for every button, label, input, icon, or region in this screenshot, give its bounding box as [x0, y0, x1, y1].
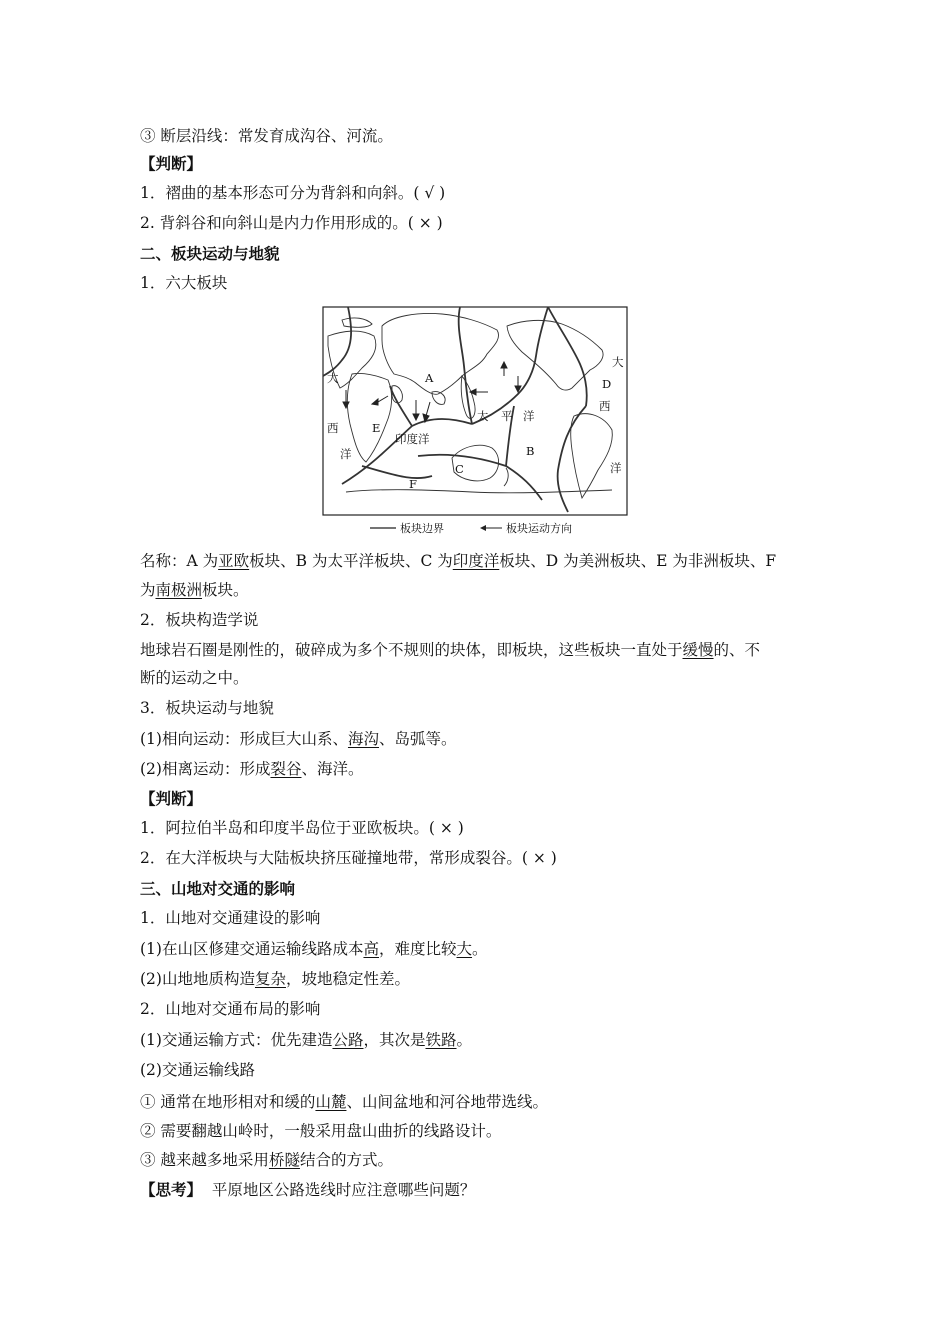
- s2-2-title: 2．板块构造学说: [140, 611, 259, 629]
- route-item1: ① 通常在地形相对和缓的山麓、山间盆地和河谷地带选线。: [140, 1093, 548, 1111]
- tectonic-line2: 断的运动之中。: [140, 669, 249, 687]
- section3-title: 三、山地对交通的影响: [140, 880, 296, 898]
- section2-title: 二、板块运动与地貌: [140, 245, 280, 263]
- route-item3: ③ 越来越多地采用桥隧结合的方式。: [140, 1151, 393, 1169]
- label-yang: 洋: [523, 409, 535, 423]
- answer-antarctic: 南极洲: [155, 581, 203, 599]
- answer-big: 大: [456, 940, 473, 958]
- plate-map: [322, 306, 630, 538]
- label-F: F: [409, 477, 417, 491]
- judge1-item2: 2. 背斜谷和向斜山是内力作用形成的。( × ): [140, 214, 443, 232]
- answer-railway: 铁路: [425, 1031, 457, 1049]
- answer-rift: 裂谷: [270, 760, 302, 778]
- label-xi-left: 西: [327, 421, 339, 435]
- plate-names-line1: 名称：A 为亚欧板块、B 为太平洋板块、C 为印度洋板块、D 为美洲板块、E 为非洲板块、F: [140, 552, 777, 570]
- label-D: D: [602, 377, 612, 391]
- s3-2-b: (2)交通运输线路: [140, 1061, 255, 1079]
- label-xi-right: 西: [599, 399, 611, 413]
- s2-3-title: 3．板块运动与地貌: [140, 699, 274, 717]
- s3-1-a: (1)在山区修建交通运输线路成本高，难度比较大。: [140, 940, 488, 958]
- label-tai: 太: [477, 409, 489, 423]
- label-da-right: 大: [612, 355, 624, 369]
- label-yang-left: 洋: [340, 447, 352, 461]
- converge-line: (1)相向运动：形成巨大山系、海沟、岛弧等。: [140, 730, 457, 748]
- label-B: B: [526, 444, 535, 458]
- diverge-line: (2)相离运动：形成裂谷、海洋。: [140, 760, 364, 778]
- s3-1-b: (2)山地地质构造复杂，坡地稳定性差。: [140, 970, 410, 988]
- answer-complex: 复杂: [254, 970, 286, 988]
- judge2-item1: 1．阿拉伯半岛和印度半岛位于亚欧板块。( × ): [140, 819, 464, 837]
- s1-item3: ③ 断层沿线：常发育成沟谷、河流。: [140, 127, 393, 145]
- answer-eurasian: 亚欧: [218, 552, 250, 570]
- label-A: A: [425, 371, 434, 385]
- plate-names-line2: 为南极洲板块。: [140, 581, 249, 599]
- legend-arrow-icon: [480, 525, 486, 531]
- legend-boundary-text: 板块边界: [400, 522, 444, 535]
- answer-bridge-tunnel: 桥隧: [268, 1151, 300, 1169]
- label-yang-right: 洋: [610, 461, 622, 475]
- route-item2: ② 需要翻越山岭时，一般采用盘山曲折的线路设计。: [140, 1122, 502, 1140]
- label-E: E: [372, 421, 381, 435]
- think-line: [140, 1180, 475, 1200]
- answer-high: 高: [363, 940, 379, 958]
- label-indian-ocean: 印度洋: [395, 432, 430, 446]
- answer-piedmont: 山麓: [315, 1093, 347, 1111]
- legend-direction-text: 板块运动方向: [506, 522, 572, 535]
- s2-1-title: 1．六大板块: [140, 274, 228, 292]
- judge1-item1: 1．褶曲的基本形态可分为背斜和向斜。( √ ): [140, 184, 446, 202]
- tectonic-line1: 地球岩石圈是刚性的，破碎成为多个不规则的块体，即板块，这些板块一直处于缓慢的、不: [140, 641, 761, 659]
- think-label: 【思考】: [140, 1181, 203, 1199]
- answer-highway: 公路: [332, 1031, 364, 1049]
- s3-2-title: 2．山地对交通布局的影响: [140, 1000, 321, 1018]
- judge-heading-2: 【判断】: [140, 790, 203, 808]
- label-C: C: [455, 462, 464, 476]
- label-da-left: 大: [327, 371, 339, 385]
- answer-indian-ocean: 印度洋: [452, 552, 500, 570]
- s3-2-a: (1)交通运输方式：优先建造公路，其次是铁路。: [140, 1031, 473, 1049]
- answer-slow: 缓慢: [682, 641, 714, 659]
- s3-1-title: 1．山地对交通建设的影响: [140, 909, 321, 927]
- think-question: 平原地区公路选线时应注意哪些问题？: [211, 1181, 476, 1199]
- judge-heading-1: 【判断】: [140, 155, 203, 173]
- label-ping: 平: [501, 409, 513, 423]
- judge2-item2: 2．在大洋板块与大陆板块挤压碰撞地带，常形成裂谷。( × ): [140, 849, 557, 867]
- answer-trench: 海沟: [347, 730, 379, 748]
